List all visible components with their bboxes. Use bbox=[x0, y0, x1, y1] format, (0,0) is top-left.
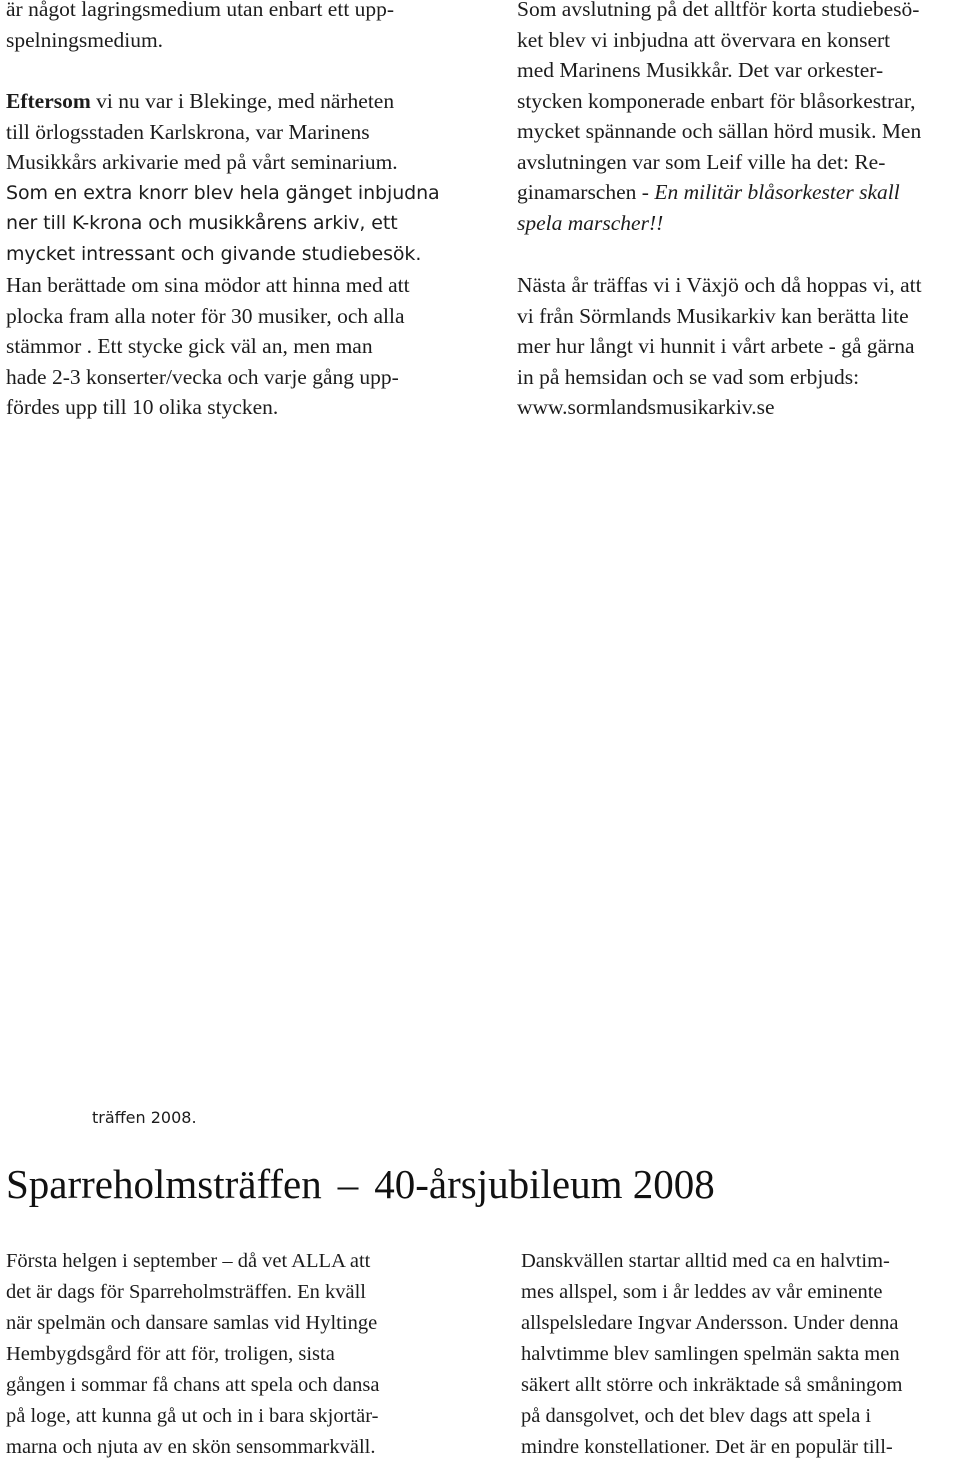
text-line bbox=[517, 208, 921, 239]
italic-quote: spela marscher!! bbox=[517, 210, 664, 235]
text-line: Musikkårs arkivarie med på vårt seminarium. bbox=[6, 150, 398, 174]
text-line: allspelsledare Ingvar Andersson. Under denna bbox=[521, 1312, 899, 1334]
text-line: fördes upp till 10 olika stycken. bbox=[6, 395, 279, 419]
paragraph-next-year bbox=[517, 270, 922, 423]
heading-subtitle: 40-årsjubileum 2008 bbox=[374, 1161, 715, 1207]
text-line: mindre konstellationer. Det är en populär till- bbox=[521, 1436, 893, 1458]
heading-title: Sparreholmsträffen bbox=[6, 1161, 322, 1207]
text-line: stämmor . Ett stycke gick väl an, men man bbox=[6, 334, 373, 358]
text-fragment: vi nu var i Blekinge, med närheten bbox=[90, 89, 395, 113]
text-line: Danskvällen startar alltid med ca en halvtim- bbox=[521, 1250, 890, 1272]
text-line: mycket spännande och sällan hörd musik. Men bbox=[517, 119, 922, 143]
text-line: spelningsmedium. bbox=[6, 27, 164, 52]
text-line: till örlogsstaden Karlskrona, var Marinens bbox=[6, 119, 370, 144]
website-url: www.sormlandsmusikarkiv.se bbox=[517, 395, 775, 419]
text-line: vi från Sörmlands Musikarkiv kan berätta lite bbox=[517, 303, 909, 328]
text-fragment: ginamarschen - bbox=[517, 180, 655, 204]
bottom-left-column bbox=[6, 1246, 456, 1463]
heading-dash: – bbox=[337, 1161, 359, 1207]
text-line: hade 2-3 konserter/vecka och varje gång upp- bbox=[6, 364, 399, 389]
bottom-right-column bbox=[521, 1246, 957, 1463]
text-line: på dansgolvet, och det blev dags att spela i bbox=[521, 1405, 872, 1427]
text-line: mer hur långt vi hunnit i vårt arbete - gå gärna bbox=[517, 334, 915, 358]
text-line: stycken komponerade enbart för blåsorkestrar, bbox=[517, 88, 916, 113]
text-line: Nästa år träffas vi i Växjö och då hoppas vi, att bbox=[517, 273, 922, 297]
text-line: ner till K-krona och musikkårens arkiv, ett bbox=[6, 212, 398, 234]
paragraph-archivist bbox=[6, 270, 410, 423]
text-line: gången i sommar få chans att spela och dansa bbox=[6, 1374, 380, 1396]
text-line: in på hemsidan och se vad som erbjuds: bbox=[517, 364, 860, 389]
text-line: när spelmän och dansare samlas vid Hyltinge bbox=[6, 1312, 378, 1334]
text-line: med Marinens Musikkår. Det var orkester- bbox=[517, 58, 884, 82]
text-line: Som avslutning på det alltför korta studiebesö- bbox=[517, 0, 920, 21]
paragraph-blekinge bbox=[6, 86, 440, 269]
text-line: Som en extra knorr blev hela gänget inbjudna bbox=[6, 181, 440, 204]
text-line bbox=[517, 177, 921, 208]
text-line: Han berättade om sina mödor att hinna med att bbox=[6, 273, 410, 297]
article-heading bbox=[6, 1156, 715, 1212]
paragraph-concert bbox=[517, 0, 921, 238]
text-line: är något lagringsmedium utan enbart ett upp- bbox=[6, 0, 395, 21]
text-line: på loge, att kunna gå ut och in i bara skjortär- bbox=[6, 1405, 379, 1427]
text-line: Första helgen i september – då vet ALLA att bbox=[6, 1250, 371, 1272]
bold-lead-word: Eftersom bbox=[6, 89, 91, 113]
italic-quote: En militär blåsorkester skall bbox=[654, 180, 900, 204]
text-line bbox=[6, 86, 440, 117]
text-line: plocka fram alla noter för 30 musiker, och alla bbox=[6, 303, 405, 328]
text-line: halvtimme blev samlingen spelmän sakta men bbox=[521, 1343, 900, 1365]
text-line: mycket intressant och givande studiebesök. bbox=[6, 242, 422, 265]
caption: träffen 2008. bbox=[92, 1108, 197, 1127]
text-line: avslutningen var som Leif ville ha det: Re- bbox=[517, 149, 886, 174]
text-line: mes allspel, som i år leddes av vår eminente bbox=[521, 1281, 883, 1303]
text-line: säkert allt större och inkräktade så småningom bbox=[521, 1374, 903, 1396]
text-line: ket blev vi inbjudna att övervara en konsert bbox=[517, 27, 891, 52]
text-line: marna och njuta av en skön sensommarkväll. bbox=[6, 1436, 376, 1458]
text-line: det är dags för Sparreholmsträffen. En kväll bbox=[6, 1281, 366, 1303]
text-line: Hembygdsgård för att för, troligen, sista bbox=[6, 1343, 335, 1365]
paragraph-recording-medium bbox=[6, 0, 394, 55]
